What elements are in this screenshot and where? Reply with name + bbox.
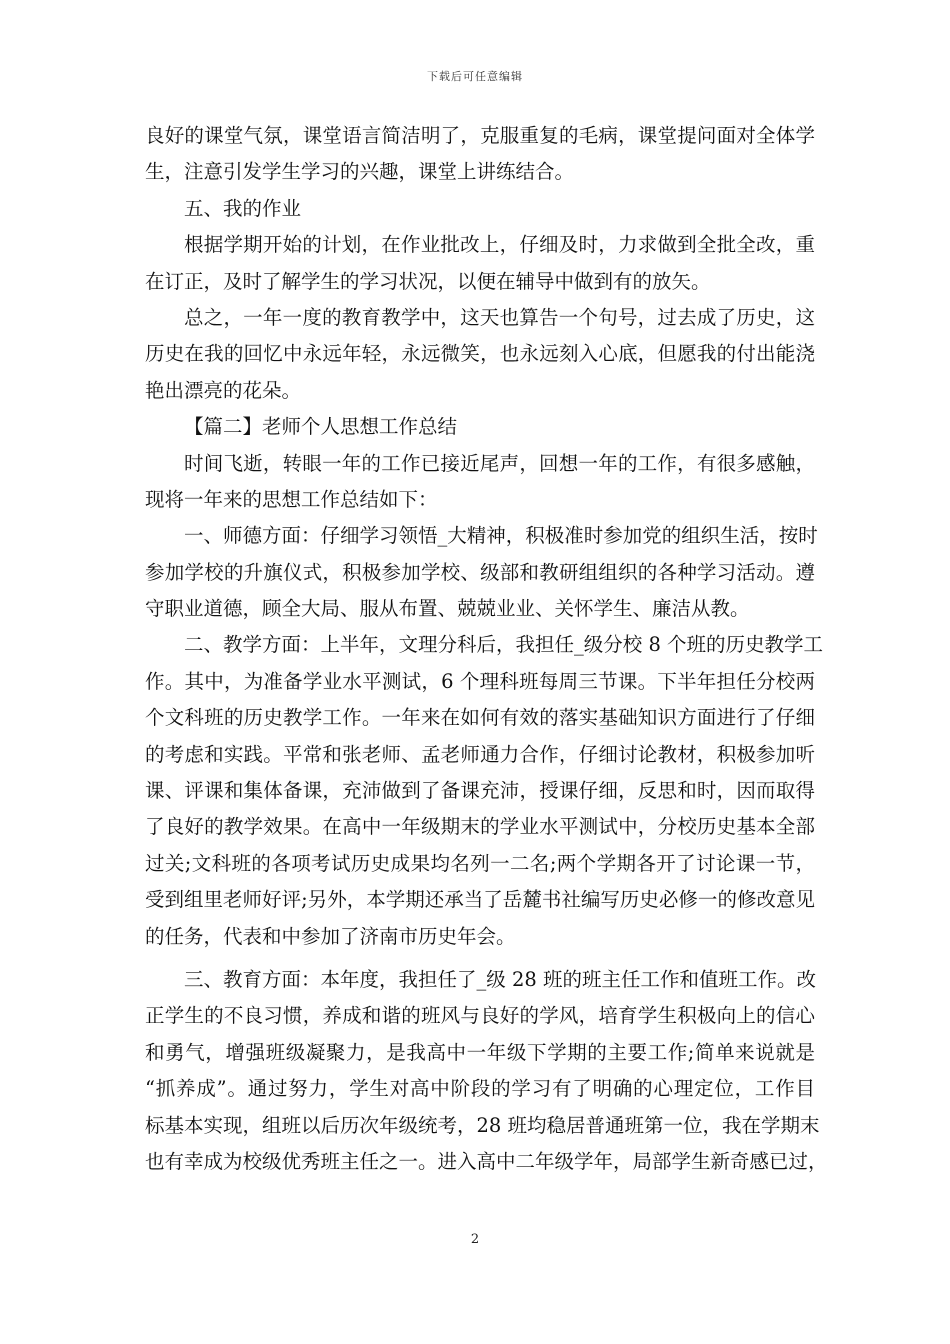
body-line: 现将一年来的思想工作总结如下： [145, 487, 438, 511]
body-line: 标基本实现，组班以后历次年级统考，28 班均稳居普通班第一位，我在学期末 [145, 1113, 820, 1137]
body-line: 守职业道德，顾全大局、服从布置、兢兢业业、关怀学生、廉洁从教。 [145, 597, 750, 621]
body-line: 总之，一年一度的教育教学中，这天也算告一个句号，过去成了历史，这 [184, 305, 815, 329]
body-line: 受到组里老师好评;另外，本学期还承当了岳麓书社编写历史必修一的修改意见 [145, 888, 815, 912]
body-line: 的任务，代表和中参加了济南市历史年会。 [145, 924, 516, 948]
page-header: 下载后可任意编辑 [427, 70, 523, 83]
body-line: 艳出漂亮的花朵。 [145, 378, 302, 402]
body-line: 二、教学方面：上半年，文理分科后，我担任_级分校 8 个班的历史教学工 [184, 633, 824, 657]
body-line: 良好的课堂气氛，课堂语言简洁明了，克服重复的毛病，课堂提问面对全体学 [145, 124, 815, 147]
body-line: 的考虑和实践。平常和张老师、孟老师通力合作，仔细讨论教材，积极参加听 [145, 742, 815, 766]
body-line: 根据学期开始的计划，在作业批改上，仔细及时，力求做到全批全改，重 [184, 233, 815, 257]
body-line: 历史在我的回忆中永远年轻，永远微笑，也永远刻入心底，但愿我的付出能浇 [145, 342, 815, 366]
body-line: 作。其中，为准备学业水平测试，6 个理科班每周三节课。下半年担任分校两 [145, 669, 815, 693]
body-line: 课、评课和集体备课，充沛做到了备课充沛，授课仔细，反思和时，因而取得 [145, 779, 815, 803]
body-line: 也有幸成为校级优秀班主任之一。进入高中二年级学年，局部学生新奇感已过， [145, 1149, 828, 1173]
body-line: 和勇气，增强班级凝聚力，是我高中一年级下学期的主要工作;简单来说就是 [145, 1040, 815, 1064]
document-body [145, 118, 828, 1180]
body-line: 参加学校的升旗仪式，积极参加学校、级部和教研组组织的各种学习活动。遵 [145, 560, 815, 584]
body-line: 一、师德方面：仔细学习领悟_大精神，积极准时参加党的组织生活，按时 [184, 524, 818, 548]
body-line: 时间飞逝，转眼一年的工作已接近尾声，回想一年的工作，有很多感触， [184, 451, 815, 475]
body-line: 正学生的不良习惯，养成和谐的班风与良好的学风，培育学生积极向上的信心 [145, 1004, 815, 1028]
body-line: 在订正，及时了解学生的学习状况，以便在辅导中做到有的放矢。 [145, 269, 711, 293]
article-heading: 【篇二】老师个人思想工作总结 [184, 415, 458, 439]
body-line: 三、教育方面：本年度，我担任了_级 28 班的班主任工作和值班工作。改 [184, 967, 816, 991]
body-line: 个文科班的历史教学工作。一年来在如何有效的落实基础知识方面进行了仔细 [145, 706, 815, 730]
page-number: 2 [470, 1232, 480, 1247]
body-line: 了良好的教学效果。在高中一年级期末的学业水平测试中，分校历史基本全部 [145, 815, 815, 839]
body-line: “抓养成”。通过努力，学生对高中阶段的学习有了明确的心理定位，工作目 [145, 1077, 815, 1101]
body-line: 过关;文科班的各项考试历史成果均名列一二名;两个学期各开了讨论课一节， [145, 851, 815, 875]
body-line: 生，注意引发学生学习的兴趣，课堂上讲练结合。 [145, 160, 575, 184]
section-heading: 五、我的作业 [184, 196, 302, 220]
